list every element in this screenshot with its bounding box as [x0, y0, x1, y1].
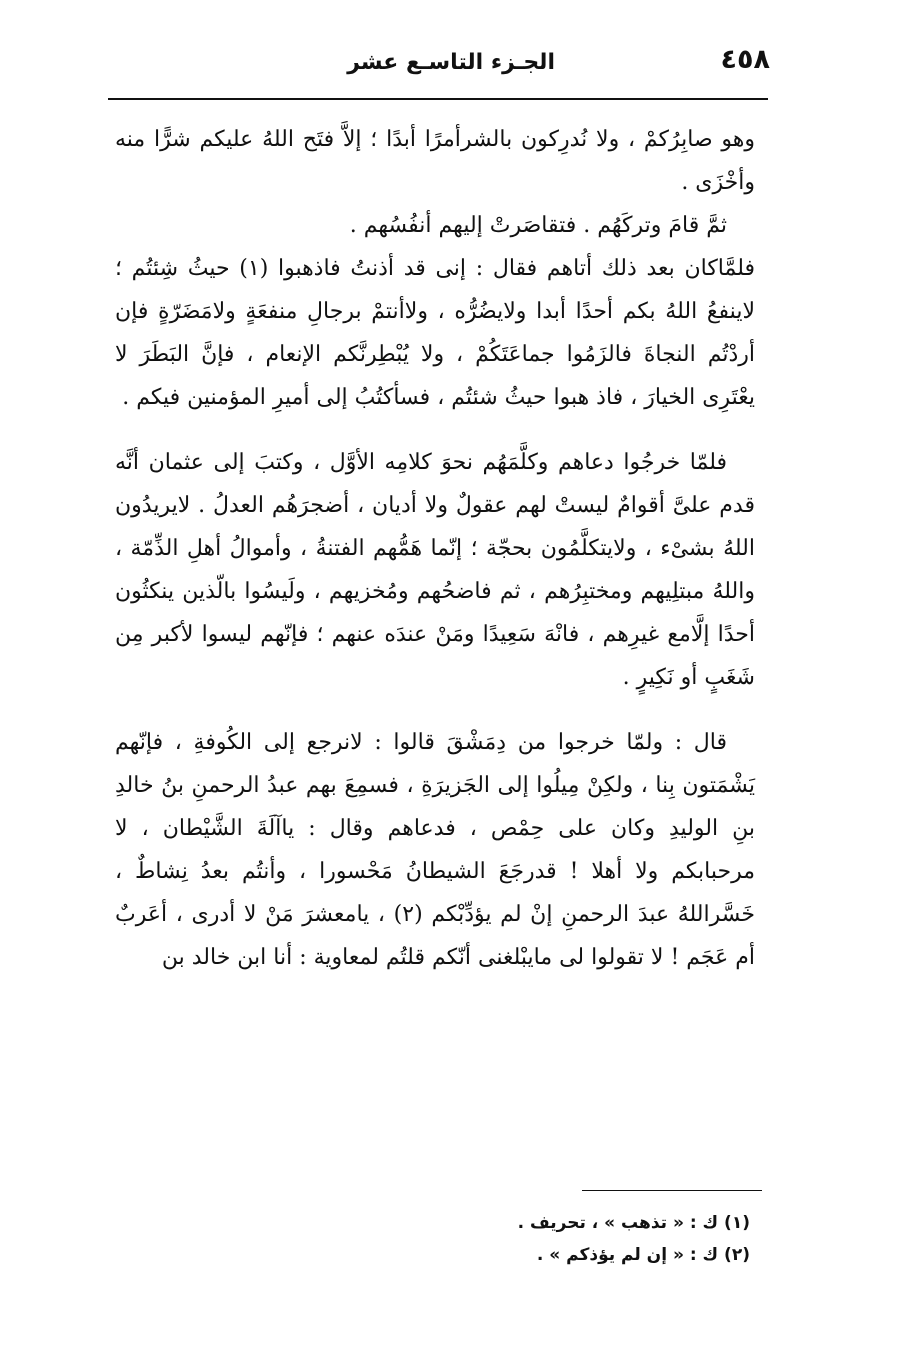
footnote-2: (٢) ك : « إن لم يؤذكم » . [536, 1245, 750, 1265]
paragraph-3: فلمَّاكان بعد ذلك أتاهم فقال : إنى قد أذنتُ فاذهبوا (١) حيثُ شِئتُم ؛ لاينفعُ اللهُ بكم أحدًا أبدا ولايضُرُّه ، ولاأنتمْ برجالِ منفعَةٍ ولامَضَرّةٍ فإن أردْتُم النجاةَ فالزَمُوا جماعَتَكُمْ ، ولا يُبْطِرنَّكم الإنعام ، فإنَّ البَطَرَ لا يعْتَرِى الخيارَ ، فاذ هبوا حيثُ شئتُم ، فسأكتُبُ إلى أميرِ المؤمنين فيكم . [115, 256, 756, 410]
paragraph-4: فلمّا خرجُوا دعاهم وكلَّمَهُم نحوَ كلامِه الأوَّل ، وكتبَ إلى عثمان أنَّه قدم علىَّ أقوامٌ ليستْ لهم عقولٌ ولا أديان ، أضجرَهُم العدلُ . لايريدُون اللهُ بشىْء ، ولايتكلَّمُون بحجّة ؛ إنّما هَمُّهم الفتنةُ ، وأموالُ أهلِ الذِّمّة ، واللهُ مبتلِيهم ومختبِرُهم ، ثم فاضحُهم ومُخزيهم ، ولَيسُوا بالّذين ينكثُون أحدًا إلَّامع غيرِهم ، فانْهَ سَعِيدًا ومَنْ عندَه عنهم ؛ فإنّهم ليسوا لأكبر مِن شَغَبٍ أو نَكِيرٍ . [115, 450, 755, 690]
paragraph-5: قال : ولمّا خرجوا من دِمَشْقَ قالوا : لانرجع إلى الكُوفةِ ، فإنّهم يَشْمَتون بِنا ، ولكِنْ مِيلُوا إلى الجَزيرَةِ ، فسمِعَ بهم عبدُ الرحمنِ بنُ خالدِ بنِ الوليدِ وكان على حِمْص ، فدعاهم وقال : ياآلَةَ الشَّيْطان ، لا مرحبابكم ولا أهلا ! قدرجَعَ الشيطانُ مَحْسورا ، وأنتُم بعدُ نِشاطٌ ، خَسَّراللهُ عبدَ الرحمنِ إنْ لم يؤدِّبْكم (٢) ، يامعشرَ مَنْ لا أدرى ، أعَربٌ أم عَجَم ! لا تقولوا لى مايبْلغنى أنّكم قلتُم لمعاوية : أنا ابن خالد بن [115, 730, 755, 970]
paragraph-1: وهو صابِرُكمْ ، ولا نُدرِكون بالشرأمرًا أبدًا ؛ إلاَّ فتَح اللهُ عليكم شرًّا منه وأخْزَى . [115, 127, 755, 195]
paragraph-2: ثمَّ قامَ وتركَهُم . فتقاصَرتْ إليهم أنفُسُهم . [349, 213, 727, 238]
main-text [115, 118, 755, 979]
footnotes [300, 1207, 750, 1271]
footnote-rule [582, 1190, 762, 1191]
footnote-1: (١) ك : « تذهب » ، تحريف . [517, 1213, 750, 1233]
running-title: الجـزء التاسـع عشر [347, 50, 555, 75]
page-number: ٤٥٨ [720, 44, 770, 75]
page-header [110, 44, 770, 94]
header-rule [108, 98, 768, 100]
